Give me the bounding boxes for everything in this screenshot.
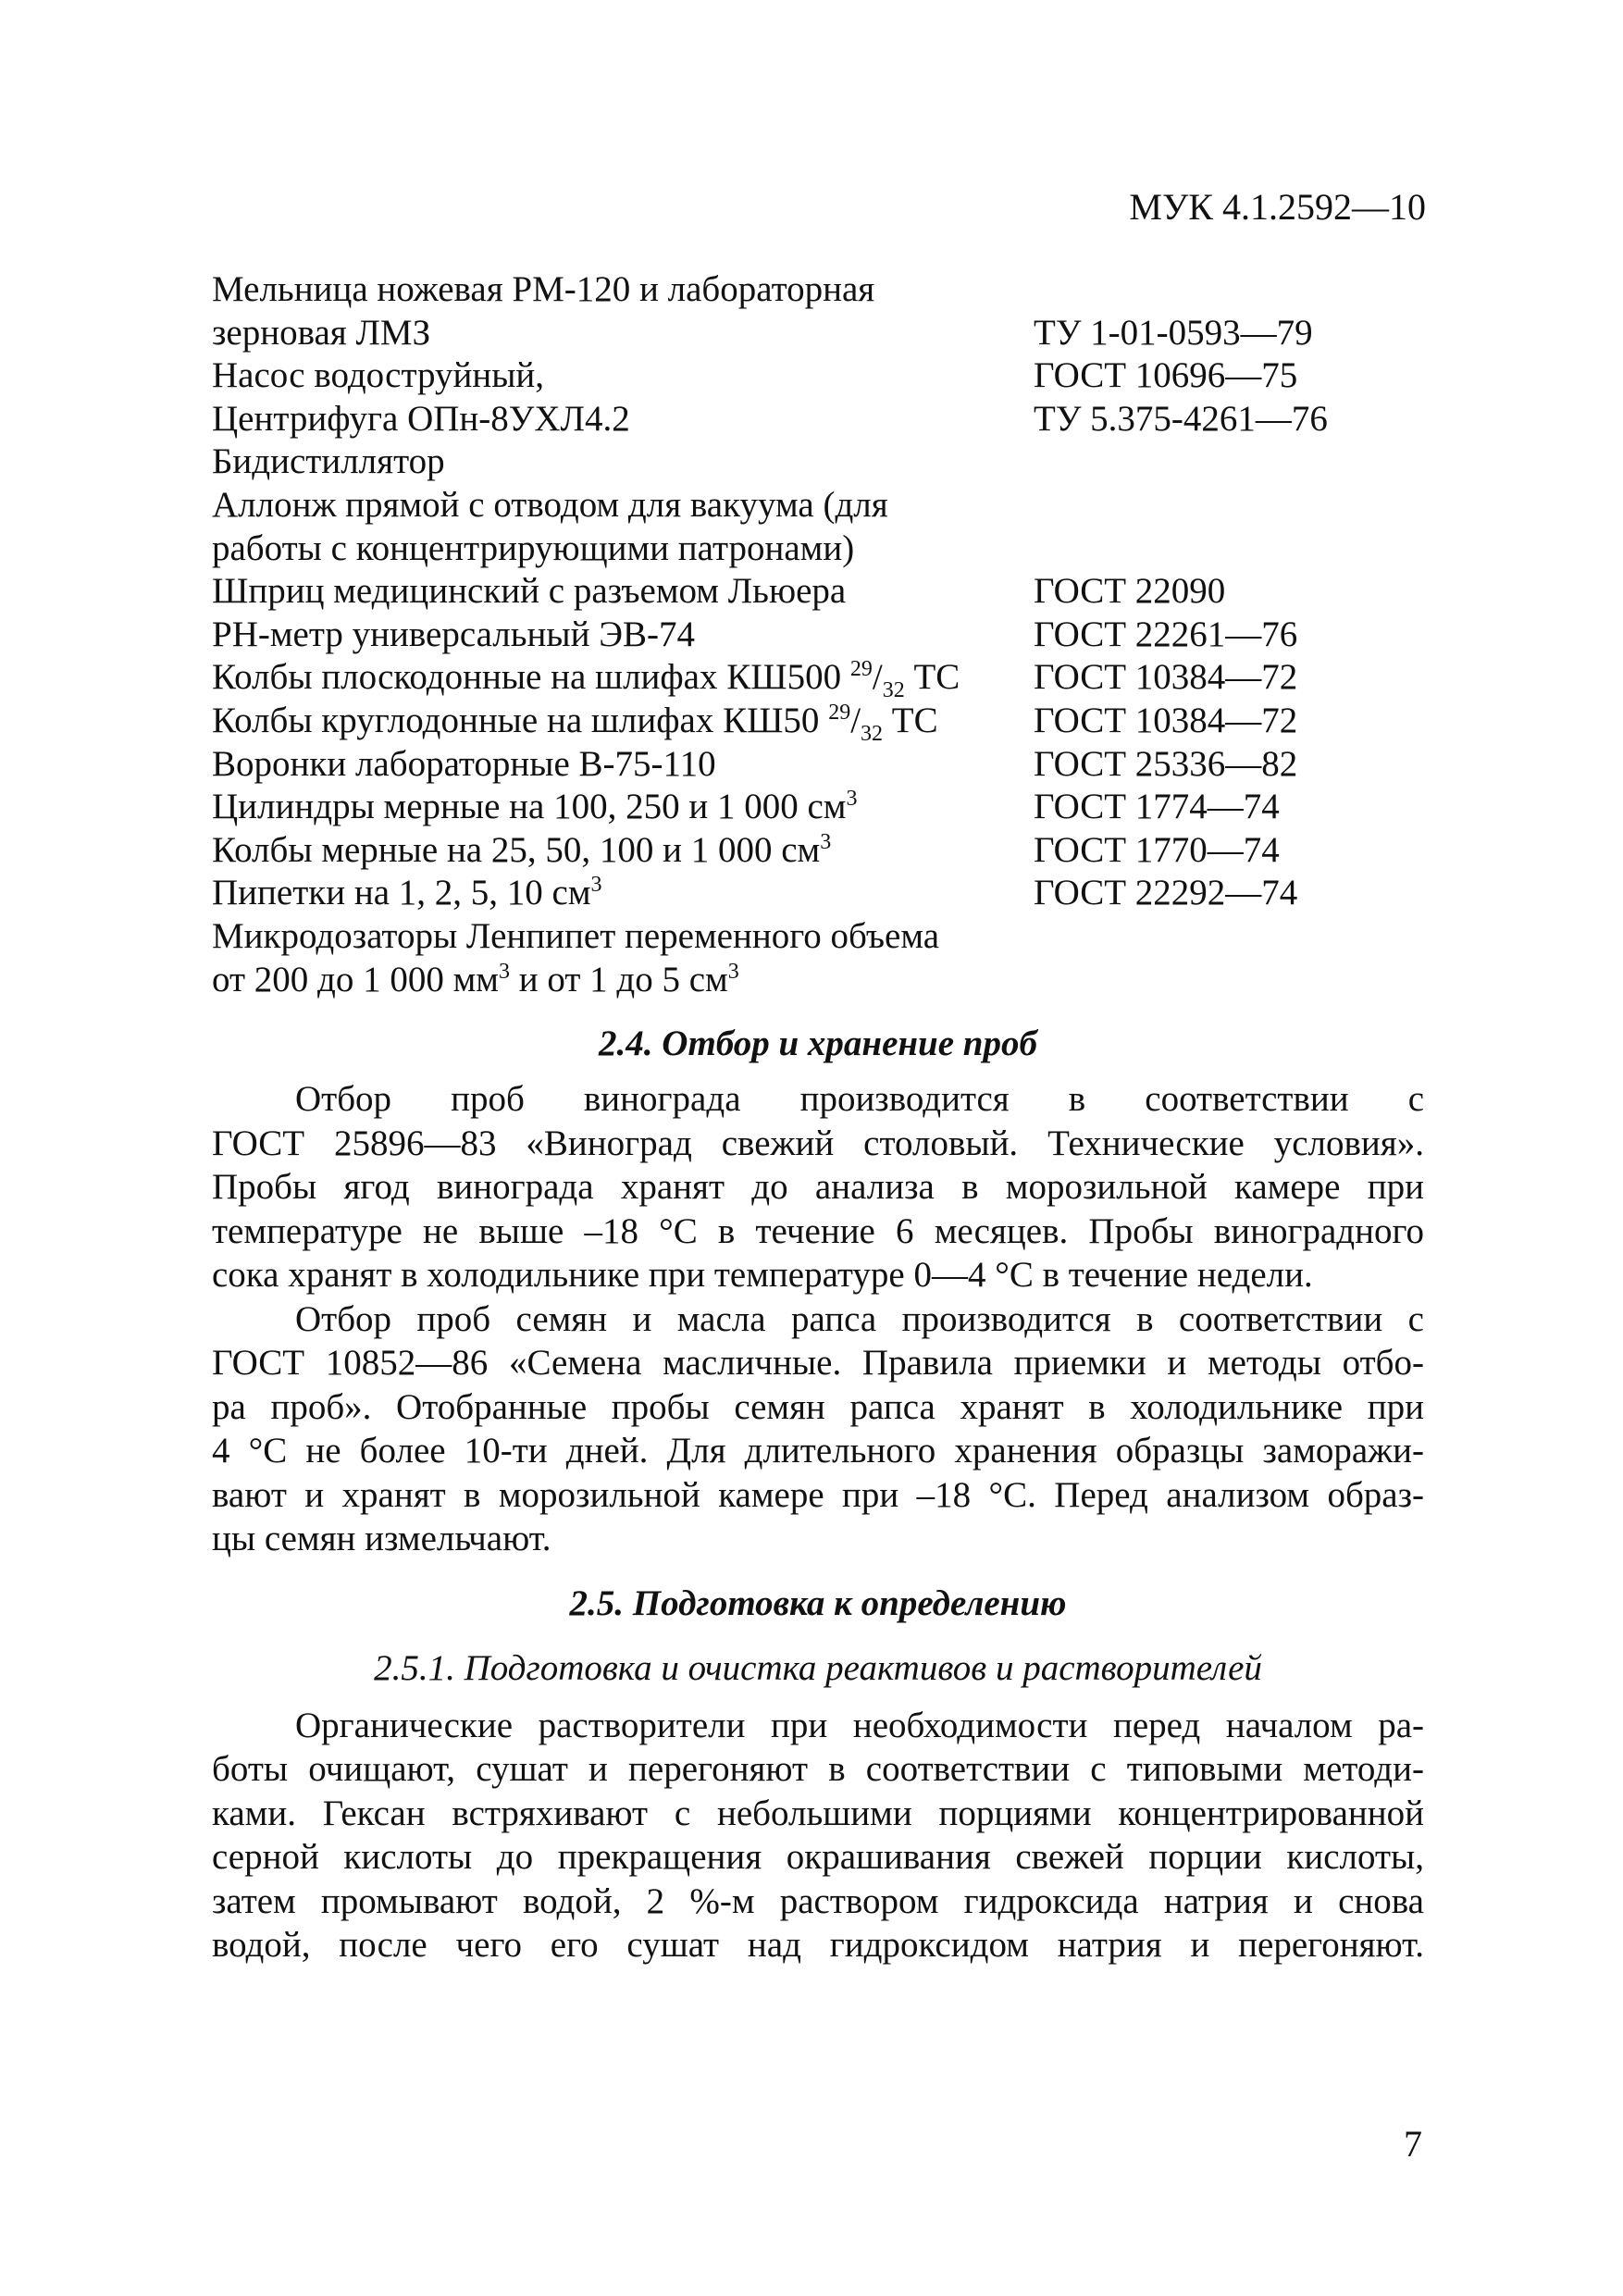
equipment-row: [212, 700, 1424, 746]
equipment-row: [212, 959, 1424, 1002]
joint-size-fraction: $^{29}/_{32}$: [828, 700, 884, 746]
equipment-name: зерновая ЛМЗ: [212, 312, 431, 353]
equipment-standard: ГОСТ 22090: [1034, 571, 1226, 612]
equipment-name: Колбы мерные на 25, 50, 100 и 1 000 см: [212, 829, 821, 870]
equipment-standard: ТУ 5.375-4261—76: [1034, 398, 1328, 439]
paragraph: [212, 1297, 1424, 1561]
equipment-row: [212, 268, 1424, 312]
unit-exponent: 3: [820, 829, 832, 854]
paragraph: [212, 1704, 1424, 1967]
equipment-standard: [1034, 915, 1424, 959]
text-line: вают и хранят в морозильной камере при –18 °С. Перед анализом образ-: [212, 1474, 1424, 1515]
equipment-row: [212, 829, 1424, 873]
text-line: ра проб». Отобранные пробы семян рапса хранят в холодильнике при: [212, 1386, 1424, 1427]
equipment-name-cell: [212, 872, 1034, 915]
text-line: водой, после чего его сушат над гидроксидом натрия и перегоняют.: [212, 1925, 1424, 1966]
unit-exponent: 3: [727, 959, 739, 984]
document-code-header: МУК 4.1.2592—10: [1129, 186, 1426, 228]
equipment-row: [212, 484, 1424, 527]
fraction-denominator: 32: [861, 721, 884, 746]
text-line: боты очищают, сушат и перегоняют в соответствии с типовыми методи-: [212, 1749, 1424, 1790]
equipment-name-cell: [212, 829, 1034, 873]
equipment-name: Центрифуга ОПн-8УХЛ4.2: [212, 398, 630, 439]
text-line: Отбор проб винограда производится в соответствии с: [295, 1079, 1424, 1120]
equipment-standard: ГОСТ 10696—75: [1034, 355, 1298, 396]
equipment-name: Мельница ножевая РМ-120 и лабораторная: [212, 269, 875, 309]
unit-exponent: 3: [590, 873, 602, 898]
equipment-standard: ГОСТ 1774—74: [1034, 787, 1280, 827]
equipment-name: работы с концентрирующими патронами): [212, 527, 855, 568]
text-line: ГОСТ 25896—83 «Виноград свежий столовый. Технические условия».: [212, 1123, 1424, 1163]
unit-exponent: 3: [846, 787, 858, 812]
text-line: Отбор проб семян и масла рапса производится в соответствии с: [295, 1298, 1424, 1339]
equipment-standard: ГОСТ 10384—72: [1034, 700, 1298, 740]
equipment-row: [212, 656, 1424, 703]
text-line: сока хранят в холодильнике при температуре 0—4 °С в течение недели.: [212, 1255, 1313, 1296]
equipment-name: Цилиндры мерные на 100, 250 и 1 000 см: [212, 787, 847, 827]
equipment-suffix: ТС: [883, 700, 938, 740]
equipment-row: [212, 441, 1424, 484]
equipment-row: [212, 527, 1424, 571]
equipment-standard: [1034, 959, 1424, 1002]
equipment-name: Колбы плоскодонные на шлифах КШ500: [212, 657, 842, 698]
equipment-row: [212, 398, 1424, 441]
text-line: ками. Гексан встряхивают с небольшими порциями концентрированной: [212, 1793, 1424, 1833]
equipment-row: [212, 570, 1424, 614]
equipment-row: [212, 614, 1424, 657]
equipment-row: [212, 786, 1424, 829]
fraction-denominator: 32: [882, 678, 905, 703]
page-number: 7: [1404, 2123, 1422, 2165]
equipment-text: и от 1 до 5 см: [509, 959, 728, 999]
text-line: 4 °С не более 10-ти дней. Для длительного хранения образцы заморажи-: [212, 1431, 1424, 1471]
fraction-numerator: 29: [849, 657, 873, 682]
text-line: Органические растворители при необходимости перед началом ра-: [295, 1705, 1424, 1745]
section-title: 2.4. Отбор и хранение проб: [599, 1024, 1037, 1064]
equipment-text: от 200 до 1 000 мм: [212, 959, 499, 999]
equipment-name: Воронки лабораторные В-75-110: [212, 743, 716, 784]
equipment-standard: ГОСТ 10384—72: [1034, 657, 1298, 698]
equipment-name-cell: [212, 700, 1034, 746]
equipment-standard: [1034, 441, 1424, 484]
equipment-standard: [1034, 268, 1424, 312]
fraction-numerator: 29: [828, 700, 851, 725]
text-line: серной кислоты до прекращения окрашивания свежей порции кислоты,: [212, 1837, 1424, 1878]
equipment-standard: ГОСТ 1770—74: [1034, 829, 1280, 870]
equipment-name: Насос водоструйный,: [212, 355, 545, 396]
text-line: цы семян измельчают.: [212, 1519, 551, 1559]
text-line: Пробы ягод винограда хранят до анализа в морозильной камере при: [212, 1167, 1424, 1208]
equipment-standard: ГОСТ 22261—76: [1034, 614, 1298, 654]
equipment-name: Пипетки на 1, 2, 5, 10 см: [212, 873, 591, 913]
equipment-row: [212, 312, 1424, 355]
text-line: затем промывают водой, 2 %-м раствором гидроксида натрия и снова: [212, 1880, 1424, 1921]
equipment-name: Бидистиллятор: [212, 441, 445, 482]
equipment-standard: ГОСТ 25336—82: [1034, 743, 1298, 784]
equipment-name-cell: [212, 656, 1034, 703]
equipment-row: [212, 354, 1424, 398]
equipment-name-cell: [212, 786, 1034, 829]
equipment-name: РН-метр универсальный ЭВ-74: [212, 614, 695, 654]
text-line: ГОСТ 10852—86 «Семена масличные. Правила приемки и методы отбо-: [212, 1343, 1424, 1384]
equipment-row: [212, 915, 1424, 959]
equipment-list: [212, 268, 1424, 1001]
joint-size-fraction: $^{29}/_{32}$: [849, 657, 905, 703]
equipment-standard: [1034, 527, 1424, 571]
section-title: 2.5. Подготовка к определению: [569, 1582, 1067, 1623]
subsection-title: 2.5.1. Подготовка и очистка реактивов и растворителей: [374, 1647, 1262, 1688]
paragraph: [212, 1077, 1424, 1297]
unit-exponent: 3: [498, 959, 510, 984]
page-content: [212, 268, 1424, 1967]
equipment-name-cell: [212, 959, 1034, 1002]
equipment-row: [212, 872, 1424, 915]
equipment-suffix: ТС: [904, 657, 960, 698]
equipment-name: Колбы круглодонные на шлифах КШ50: [212, 700, 820, 740]
equipment-standard: [1034, 484, 1424, 527]
equipment-name: Шприц медицинский с разъемом Льюера: [212, 571, 847, 612]
equipment-row: [212, 743, 1424, 787]
equipment-standard: ГОСТ 22292—74: [1034, 873, 1298, 913]
text-line: температуре не выше –18 °С в течение 6 месяцев. Пробы виноградного: [212, 1210, 1424, 1251]
equipment-name: Микродозаторы Ленпипет переменного объема: [212, 915, 940, 956]
equipment-name: Аллонж прямой с отводом для вакуума (для: [212, 484, 888, 525]
equipment-standard: ТУ 1-01-0593—79: [1034, 312, 1313, 353]
